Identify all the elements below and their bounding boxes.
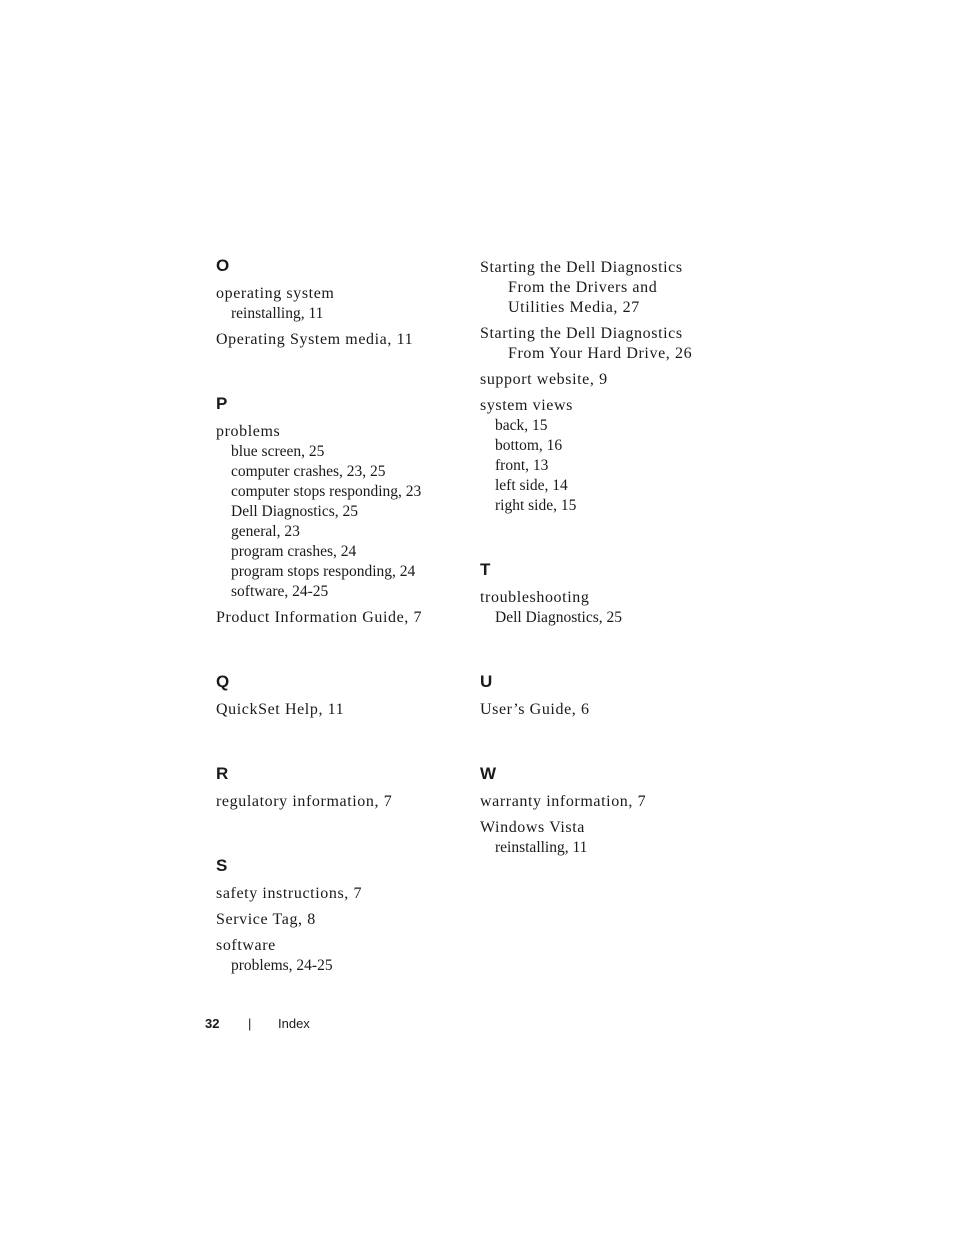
entry-term: safety instructions, 7: [216, 885, 363, 902]
entry-term: Product Information Guide, 7: [216, 609, 423, 626]
index-section: [216, 394, 461, 628]
section-letter: T: [480, 560, 491, 579]
entry-term: problems: [216, 423, 281, 440]
section-letter: W: [480, 764, 497, 783]
index-entry: [216, 608, 461, 628]
entry-term: troubleshooting: [480, 589, 590, 606]
entry-term: software: [216, 937, 276, 954]
entry-term-continuation: From the Drivers and: [508, 279, 658, 296]
entry-term: warranty information, 7: [480, 793, 647, 810]
section-letter: S: [216, 856, 228, 875]
index-entry: [216, 700, 461, 720]
footer-separator: |: [248, 1016, 252, 1031]
entry-term: support website, 9: [480, 371, 608, 388]
index-entry: [480, 258, 740, 318]
section-letter: P: [216, 394, 228, 413]
index-entry: [480, 370, 740, 390]
index-entry: [216, 422, 461, 602]
footer-label: Index: [278, 1016, 310, 1031]
index-entry: [480, 792, 740, 812]
entry-subterm: computer crashes, 23, 25: [231, 463, 386, 480]
entry-term: operating system: [216, 285, 335, 302]
index-entry: [216, 330, 461, 350]
entry-term: Starting the Dell Diagnostics: [480, 259, 683, 276]
index-section: [480, 258, 740, 516]
index-entry: [216, 792, 461, 812]
index-entry: [480, 396, 740, 516]
entry-term: system views: [480, 397, 573, 414]
entry-subterm: blue screen, 25: [231, 443, 325, 460]
entry-subterm: left side, 14: [495, 477, 568, 494]
index-entry: [216, 936, 461, 976]
entry-term: Service Tag, 8: [216, 911, 316, 928]
entry-subterm: program stops responding, 24: [231, 563, 416, 580]
index-section: [216, 764, 461, 812]
entry-term: Windows Vista: [480, 819, 586, 836]
entry-term-continuation: From Your Hard Drive, 26: [508, 345, 693, 362]
entry-term: QuickSet Help, 11: [216, 701, 345, 718]
entry-subterm: bottom, 16: [495, 437, 563, 454]
index-section: [216, 672, 461, 720]
entry-subterm: Dell Diagnostics, 25: [495, 609, 622, 626]
entry-subterm: back, 15: [495, 417, 548, 434]
section-letter: U: [480, 672, 493, 691]
index-entry: [216, 284, 461, 324]
section-letter: R: [216, 764, 229, 783]
entry-subterm: general, 23: [231, 523, 300, 540]
entry-term: User’s Guide, 6: [480, 701, 590, 718]
index-section: [216, 856, 461, 976]
entry-subterm: problems, 24-25: [231, 957, 333, 974]
entry-term: Operating System media, 11: [216, 331, 414, 348]
entry-subterm: program crashes, 24: [231, 543, 357, 560]
entry-subterm: software, 24-25: [231, 583, 329, 600]
index-entry: [480, 818, 740, 858]
section-letter: O: [216, 256, 230, 275]
index-entry: [216, 884, 461, 904]
index-section: [480, 672, 740, 720]
index-entry: [480, 700, 740, 720]
index-section: [480, 560, 740, 628]
index-entry: [480, 588, 740, 628]
entry-subterm: reinstalling, 11: [231, 305, 324, 322]
entry-subterm: right side, 15: [495, 497, 577, 514]
index-section: [480, 764, 740, 858]
entry-term: regulatory information, 7: [216, 793, 393, 810]
page-number: 32: [205, 1016, 220, 1031]
entry-subterm: Dell Diagnostics, 25: [231, 503, 358, 520]
entry-term: Starting the Dell Diagnostics: [480, 325, 683, 342]
entry-subterm: front, 13: [495, 457, 549, 474]
index-column-left: [216, 256, 461, 1020]
index-entry: [480, 324, 740, 364]
index-column-right: [480, 256, 740, 902]
entry-term-continuation: Utilities Media, 27: [508, 299, 640, 316]
index-section: [216, 256, 461, 350]
entry-subterm: computer stops responding, 23: [231, 483, 422, 500]
entry-subterm: reinstalling, 11: [495, 839, 588, 856]
index-entry: [216, 910, 461, 930]
section-letter: Q: [216, 672, 230, 691]
